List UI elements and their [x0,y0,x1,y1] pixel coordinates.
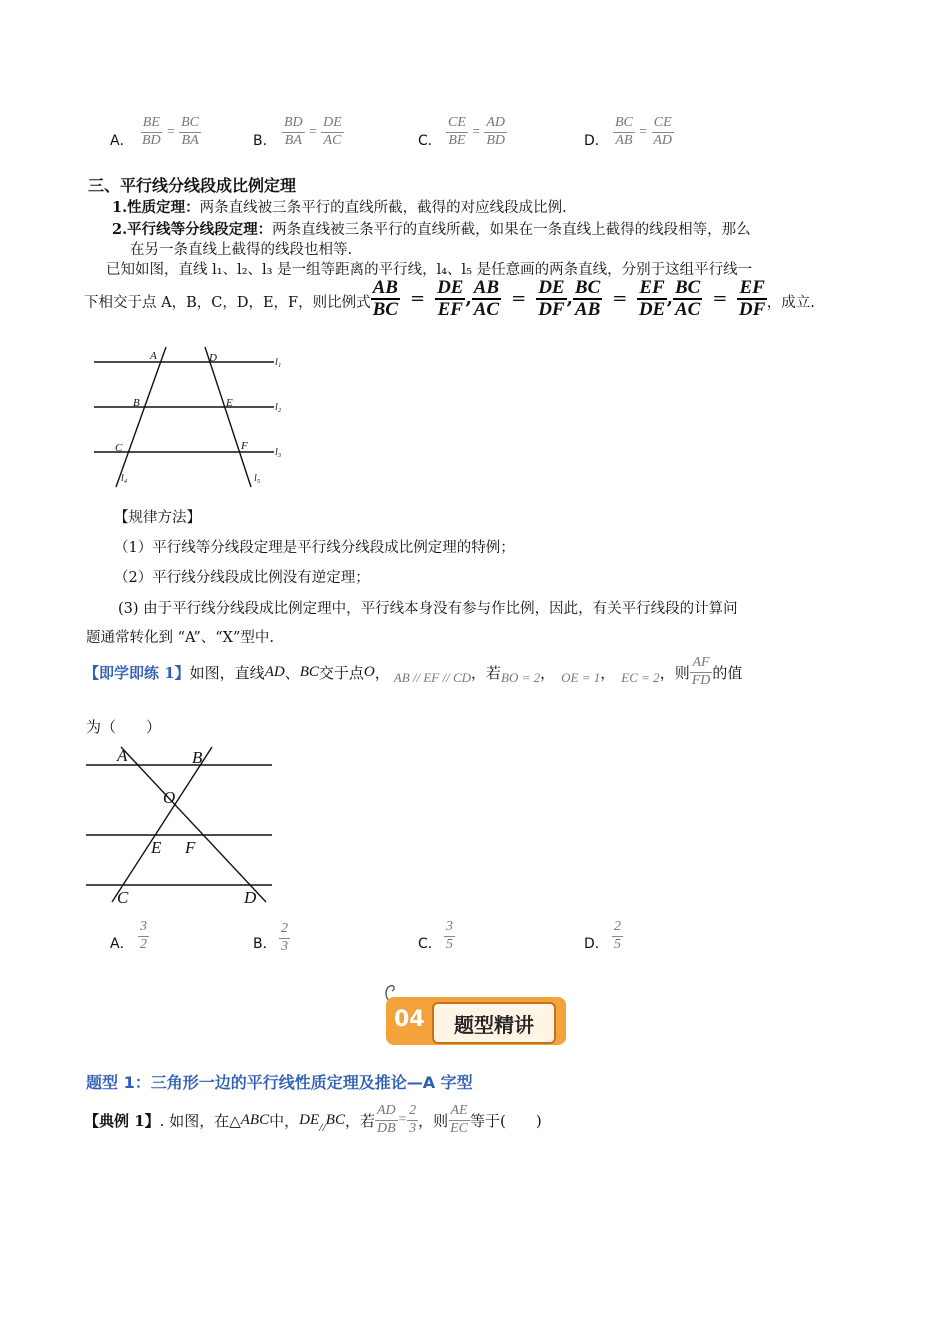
ratio-frac [435,278,465,320]
frac-den: BA [284,132,302,148]
point-a-label: A [117,746,128,765]
frac-num: BD [282,116,305,133]
ratio-frac [737,278,766,320]
condition-bo: BO = 2 [501,670,541,686]
equals-sign: = [638,124,648,140]
equals-sign: = [166,124,176,140]
practice-fraction [690,656,713,688]
equals-sign: = [308,124,318,140]
frac-num: DE [437,277,464,298]
point-o: O [363,663,375,680]
line-l5-label: l₅ [254,473,261,484]
type1-heading: 题型 1：三角形一边的平行线性质定理及推论—A 字型 [86,1073,473,1092]
p2-label: 2.平行线等分线段定理： [112,221,273,238]
section3-p2 [112,218,751,239]
frac-den: 3 [281,938,288,954]
segment-ad: AD [264,663,285,680]
method-item-3a: (3) 由于平行线分线段成比例定理中，平行线本身没有参与作比例，因此，有关平行线段的计算问 [118,601,738,617]
frac-num: BC [613,116,635,133]
point-d-label: D [244,888,257,907]
ratio-two-thirds [407,1104,418,1136]
section3-p1 [112,196,567,217]
point-b-label: B [192,748,203,767]
frac-den: BD [486,132,506,148]
top-option-c-expression [446,116,507,148]
line-bc [112,747,212,902]
frac-num: BC [574,277,601,298]
known-line-2-pre: 下相交于点 A，B，C，D，E，F，则比例式 [84,295,371,312]
parallel-symbol: // [319,1119,326,1134]
comma: ， [540,663,556,682]
frac-den: AB [615,132,633,148]
frac-num: AB [473,277,500,298]
practice-option-b-letter: B． [253,936,277,952]
practice-text-7: 为（ ） [86,718,162,736]
comma: , [465,288,472,310]
point-o-label: O [163,788,176,807]
equals-sign: = [397,1112,408,1128]
top-option-a-letter: A． [110,133,134,149]
practice-text-1: 如图，直线 [189,663,265,682]
frac-num: DE [538,277,565,298]
practice-text-5: ，则 [659,663,690,682]
ratio-frac [472,278,501,320]
ratio-frac [573,278,602,320]
practice-option-d-frac [612,920,623,952]
known-line-2-post: ，成立. [766,295,815,312]
practice-option-c-frac [444,920,455,952]
line-l1-label: l₁ [275,357,282,368]
line-l4-label: l₄ [121,473,128,484]
segment-bc: BC [325,1111,345,1128]
equals-sign: = [612,288,628,310]
frac-den: EC [450,1120,468,1136]
frac-num: AB [372,277,398,298]
method-item-2: （2）平行线分线段成比例没有逆定理； [114,570,370,586]
frac-num: 2 [279,922,290,939]
known-line-2 [84,278,815,320]
equals-sign: = [409,288,426,310]
frac-num: BE [141,116,162,133]
practice-label: 【即学即练 1】 [84,663,190,682]
frac-den: DF [738,298,766,320]
separator: 、 [284,663,300,682]
frac-num: EF [639,277,665,298]
frac-num: EF [739,277,765,298]
practice-option-d-letter: D． [584,936,609,952]
frac-num: AE [449,1104,470,1121]
triangle-abc: ABC [240,1111,270,1128]
line-l4 [116,347,166,487]
frac-den: AC [473,298,500,320]
point-c-label: C [117,888,129,907]
frac-den: AC [674,298,701,320]
top-option-d-letter: D． [584,133,609,149]
practice-text-3: ， [374,663,390,682]
frac-den: DB [376,1120,396,1136]
example1-text-3: ，若 [344,1111,375,1130]
frac-den: BA [181,132,199,148]
practice-option-a-frac [138,920,149,952]
top-option-b-expression [282,116,344,148]
p2-text: 两条直线被三条平行的直线所截，如果在一条直线上截得的线段相等，那么 [272,222,751,238]
comma: , [666,288,673,310]
frac-den: BE [448,132,466,148]
section3-p2-cont: 在另一条直线上截得的线段也相等. [130,242,353,258]
condition-oe: OE = 1 [561,670,601,686]
frac-den: AB [574,298,601,320]
point-d-label: D [209,352,217,364]
equals-sign: = [511,288,527,310]
frac-num: AD [484,116,507,133]
top-option-b-letter: B． [253,133,277,149]
banner-title: 题型精讲 [432,1002,556,1044]
example1-text-1: . 如图，在△ [159,1111,241,1130]
frac-num: 3 [444,920,455,937]
frac-num: AD [375,1104,398,1121]
ratio-frac [371,278,400,320]
frac-den: 5 [446,936,453,952]
practice-text-6: 的值 [712,663,743,682]
frac-den: DE [638,298,666,320]
line-l3-label: l₃ [275,447,282,458]
point-e-label: E [226,397,233,409]
frac-num: DE [321,116,344,133]
equals-sign: = [712,288,728,310]
frac-num: CE [446,116,468,133]
equals-sign: = [471,124,481,140]
frac-den: BC [372,298,398,320]
method-item-1: （1）平行线等分线段定理是平行线分线段成比例定理的特例； [114,540,515,556]
practice-option-a-letter: A． [110,936,134,952]
ratio-ad-db [375,1104,398,1136]
ratio-ae-ec [448,1104,470,1136]
method-title: 【规律方法】 [114,510,201,526]
frac-den: 3 [409,1120,417,1136]
top-option-c-letter: C． [418,133,442,149]
comma: ， [600,663,616,682]
method-item-3b: 题通常转化到 “A”、“X”型中. [86,630,275,646]
line-l2-label: l₂ [275,402,282,413]
point-e-label: E [151,838,162,857]
frac-den: DF [538,298,565,320]
segment-bc: BC [299,663,319,680]
frac-num: AF [690,656,711,673]
condition-parallel: AB // EF // CD [393,670,472,686]
x-shape-figure [84,742,276,908]
example1-text-5: 等于( ) [470,1111,542,1130]
ratio-frac [536,278,566,320]
point-b-label: B [133,397,140,409]
segment-de: DE [299,1111,320,1128]
frac-den: AC [323,132,342,148]
example1-text-4: ，则 [418,1111,449,1130]
frac-num: 2 [612,920,623,937]
frac-num: BC [179,116,201,133]
condition-ec: EC = 2 [621,670,660,686]
frac-num: 2 [407,1104,418,1121]
example1-text-2: 中， [269,1111,300,1130]
ratio-frac [673,278,702,320]
frac-den: 5 [614,936,621,952]
comma: , [566,288,573,310]
top-option-d-expression [613,116,674,148]
point-f-label: F [241,440,248,452]
section3-heading: 三、平行线分线段成比例定理 [88,176,297,195]
line-l5 [205,347,251,487]
frac-den: BD [142,132,161,148]
frac-num: BC [674,277,701,298]
point-f-label: F [185,838,196,857]
ratio-frac [637,278,666,320]
p1-label: 1.性质定理： [112,199,200,216]
example1-label: 【典例 1】 [84,1111,160,1130]
practice-option-c-letter: C． [418,936,442,952]
practice-option-b-frac [279,922,290,954]
practice-question [84,656,742,688]
frac-den: 2 [140,936,147,952]
frac-den: AD [653,132,673,148]
parallel-lines-figure [88,342,298,492]
line-ad [121,747,266,902]
frac-den: EF [437,298,463,320]
banner-number: 04 [394,1007,425,1032]
known-line-1: 已知如图，直线 l₁、l₂、l₃ 是一组等距离的平行线，l₄、l₅ 是任意画的两条直线，分别于这组平行线一 [106,262,753,278]
practice-text-4: ，若 [471,663,502,682]
p1-text: 两条直线被三条平行的直线所截，截得的对应线段成比例. [199,200,567,216]
section-banner [386,997,566,1045]
practice-text-2: 交于点 [318,663,364,682]
top-option-a-expression [140,116,201,148]
frac-num: 3 [138,920,149,937]
point-a-label: A [150,350,157,362]
frac-num: CE [652,116,674,133]
point-c-label: C [115,442,123,454]
frac-den: FD [691,672,711,688]
example1 [84,1104,542,1136]
